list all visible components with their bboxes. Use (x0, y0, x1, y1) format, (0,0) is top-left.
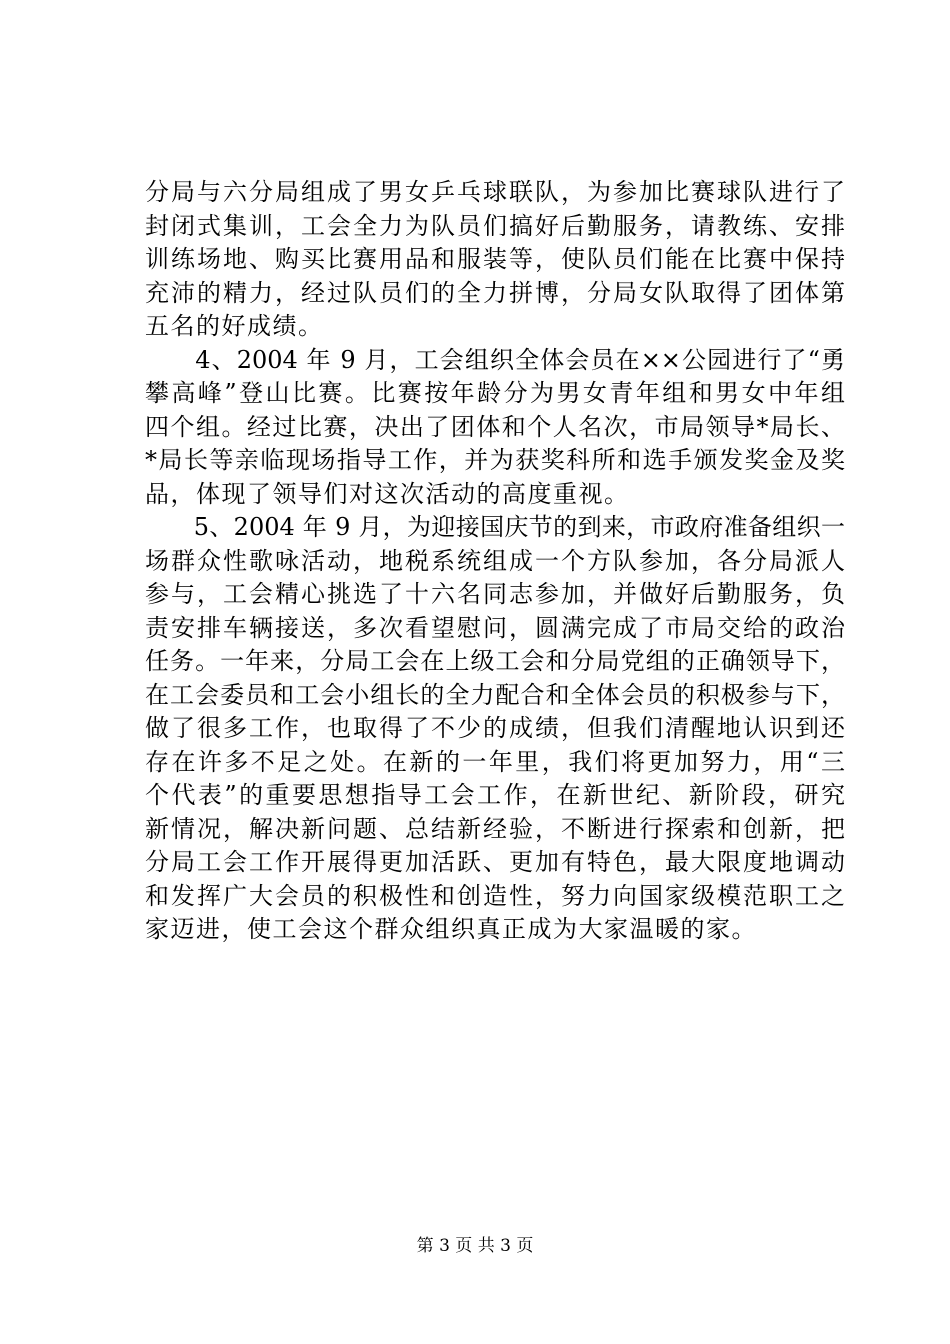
text-line: 封闭式集训，工会全力为队员们搞好后勤服务，请教练、安排 (145, 211, 845, 240)
text-line: 家迈进，使工会这个群众组织真正成为大家温暖的家。 (145, 915, 757, 943)
text-line: 四个组。经过比赛，决出了团体和个人名次，市局领导*局长、 (145, 412, 845, 441)
text-line: 五名的好成绩。 (145, 312, 324, 340)
text-line: 4、2004 年 9 月，工会组织全体会员在××公园进行了“勇 (145, 345, 845, 374)
text-line: 存在许多不足之处。在新的一年里，我们将更加努力，用“三 (145, 747, 845, 776)
body-text (145, 176, 845, 947)
text-line: 和发挥广大会员的积极性和创造性，努力向国家级模范职工之 (145, 881, 845, 910)
text-line: 新情况，解决新问题、总结新经验，不断进行探索和创新，把 (145, 814, 845, 843)
text-line: 训练场地、购买比赛用品和服装等，使队员们能在比赛中保持 (145, 245, 845, 273)
text-line: 攀高峰”登山比赛。比赛按年龄分为男女青年组和男女中年组 (145, 379, 845, 407)
text-line: 参与，工会精心挑选了十六名同志参加，并做好后勤服务，负 (145, 580, 845, 608)
text-line: 充沛的精力，经过队员们的全力拼博，分局女队取得了团体第 (145, 278, 845, 307)
text-line: 品，体现了领导们对这次活动的高度重视。 (145, 479, 630, 508)
text-line: *局长等亲临现场指导工作，并为获奖科所和选手颁发奖金及奖 (145, 446, 845, 474)
text-line: 做了很多工作，也取得了不少的成绩，但我们清醒地认识到还 (145, 714, 845, 742)
text-line: 5、2004 年 9 月，为迎接国庆节的到来，市政府准备组织一 (145, 513, 845, 541)
text-line: 分局工会工作开展得更加活跃、更加有特色，最大限度地调动 (145, 848, 845, 876)
text-line: 个代表”的重要思想指导工会工作，在新世纪、新阶段，研究 (145, 781, 845, 809)
text-line: 分局与六分局组成了男女乒乓球联队，为参加比赛球队进行了 (145, 178, 845, 206)
text-line: 责安排车辆接送，多次看望慰问，圆满完成了市局交给的政治 (145, 613, 845, 642)
text-line: 场群众性歌咏活动，地税系统组成一个方队参加，各分局派人 (145, 546, 845, 575)
page-number-footer: 第 3 页 共 3 页 (416, 1236, 534, 1256)
text-line: 任务。一年来，分局工会在上级工会和分局党组的正确领导下， (145, 647, 845, 675)
text-line: 在工会委员和工会小组长的全力配合和全体会员的积极参与下， (145, 680, 845, 709)
